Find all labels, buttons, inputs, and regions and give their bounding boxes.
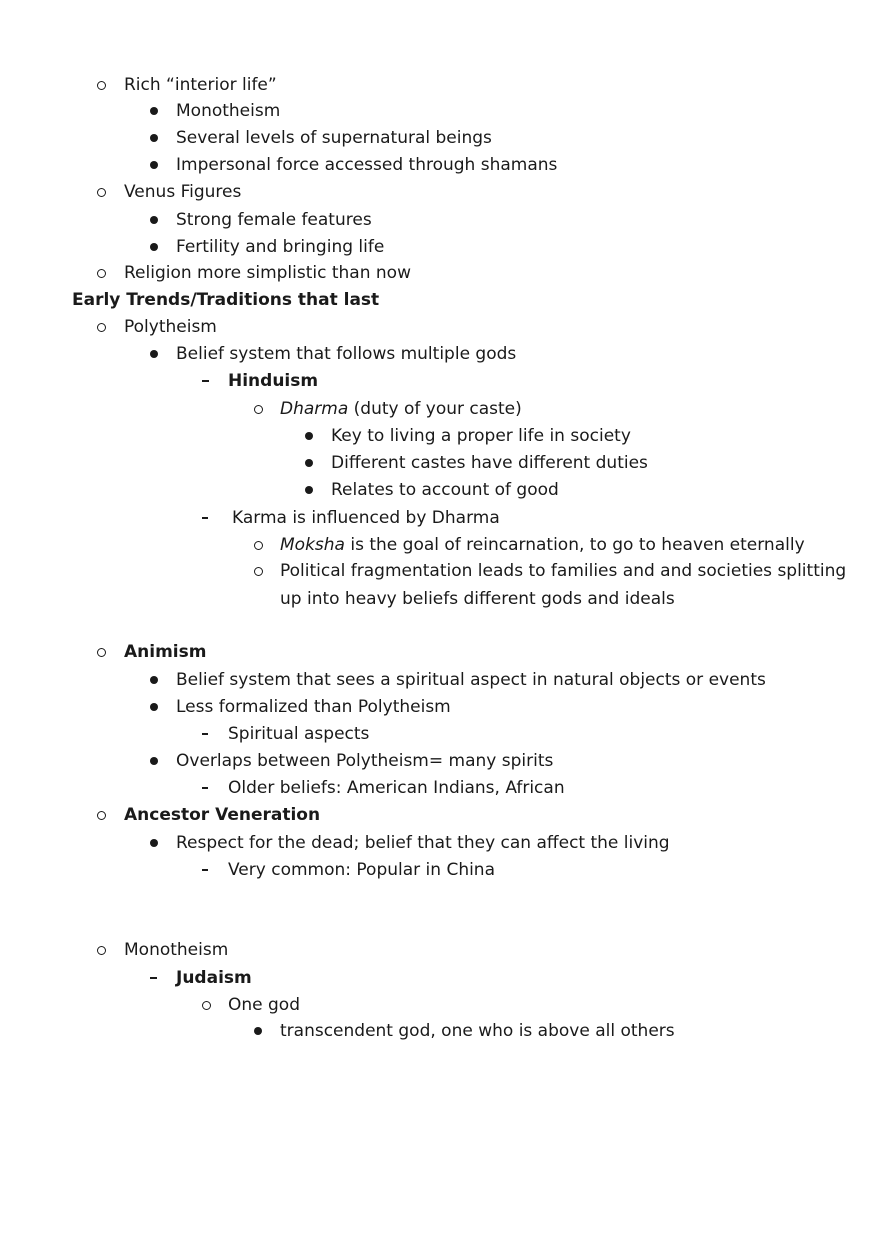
hollow-bullet-icon: [97, 939, 106, 961]
list-item: Monotheism: [176, 101, 281, 121]
list-item: Different castes have different duties: [331, 453, 648, 473]
solid-bullet-icon: [305, 425, 313, 447]
list-item: Belief system that sees a spiritual aspect in natural objects or events: [176, 670, 766, 690]
list-item: Venus Figures: [124, 182, 242, 202]
list-item: Polytheism: [124, 317, 217, 337]
solid-bullet-icon: [150, 669, 158, 691]
list-item: Monotheism: [124, 940, 229, 960]
solid-bullet-icon: [305, 452, 313, 474]
solid-bullet-icon: [150, 750, 158, 772]
list-item: Religion more simplistic than now: [124, 263, 411, 283]
dash-bullet-icon: [202, 370, 209, 392]
solid-bullet-icon: [150, 236, 158, 258]
dash-bullet-icon: [202, 507, 208, 529]
dash-bullet-icon: [150, 967, 157, 989]
list-item: Political fragmentation leads to families and and societies splitting: [280, 561, 847, 581]
list-item: Several levels of supernatural beings: [176, 128, 492, 148]
solid-bullet-icon: [150, 127, 158, 149]
list-item: Karma is influenced by Dharma: [232, 508, 500, 528]
hollow-bullet-icon: [202, 994, 211, 1016]
dash-bullet-icon: [202, 723, 208, 745]
list-item: Key to living a proper life in society: [331, 426, 631, 446]
list-item: [280, 398, 522, 420]
hollow-bullet-icon: [254, 398, 263, 420]
solid-bullet-icon: [150, 209, 158, 231]
section-heading: Early Trends/Traditions that last: [72, 290, 380, 310]
list-item: Animism: [124, 642, 207, 662]
hollow-bullet-icon: [97, 316, 106, 338]
solid-bullet-icon: [150, 832, 158, 854]
term-definition: is the goal of reincarnation, to go to heaven eternally: [344, 535, 805, 555]
dash-bullet-icon: [202, 777, 208, 799]
solid-bullet-icon: [150, 343, 158, 365]
list-item: Less formalized than Polytheism: [176, 697, 451, 717]
list-item-continuation: up into heavy beliefs different gods and ideals: [280, 589, 675, 609]
list-item: transcendent god, one who is above all others: [280, 1021, 675, 1041]
term-definition: (duty of your caste): [348, 399, 522, 419]
solid-bullet-icon: [305, 479, 313, 501]
list-item: Belief system that follows multiple gods: [176, 344, 517, 364]
hollow-bullet-icon: [97, 262, 106, 284]
list-item: Fertility and bringing life: [176, 237, 385, 257]
hollow-bullet-icon: [97, 74, 106, 96]
list-item: Overlaps between Polytheism= many spirits: [176, 751, 554, 771]
term: Moksha: [280, 535, 345, 555]
solid-bullet-icon: [150, 154, 158, 176]
list-item: Strong female features: [176, 210, 372, 230]
solid-bullet-icon: [254, 1020, 262, 1042]
list-item: Hinduism: [228, 371, 319, 391]
hollow-bullet-icon: [97, 804, 106, 826]
hollow-bullet-icon: [254, 534, 263, 556]
hollow-bullet-icon: [254, 560, 263, 582]
list-item: Respect for the dead; belief that they can affect the living: [176, 833, 670, 853]
list-item: Very common: Popular in China: [228, 860, 496, 880]
hollow-bullet-icon: [97, 181, 106, 203]
list-item: One god: [228, 995, 301, 1015]
list-item: Relates to account of good: [331, 480, 559, 500]
hollow-bullet-icon: [97, 641, 106, 663]
list-item: Judaism: [176, 968, 252, 988]
dash-bullet-icon: [202, 859, 208, 881]
list-item: Rich “interior life”: [124, 75, 277, 95]
list-item: Ancestor Veneration: [124, 805, 321, 825]
solid-bullet-icon: [150, 696, 158, 718]
list-item: Impersonal force accessed through shamans: [176, 155, 558, 175]
list-item: [280, 534, 805, 556]
solid-bullet-icon: [150, 100, 158, 122]
list-item: Older beliefs: American Indians, African: [228, 778, 565, 798]
list-item: Spiritual aspects: [228, 724, 370, 744]
term: Dharma: [280, 399, 349, 419]
